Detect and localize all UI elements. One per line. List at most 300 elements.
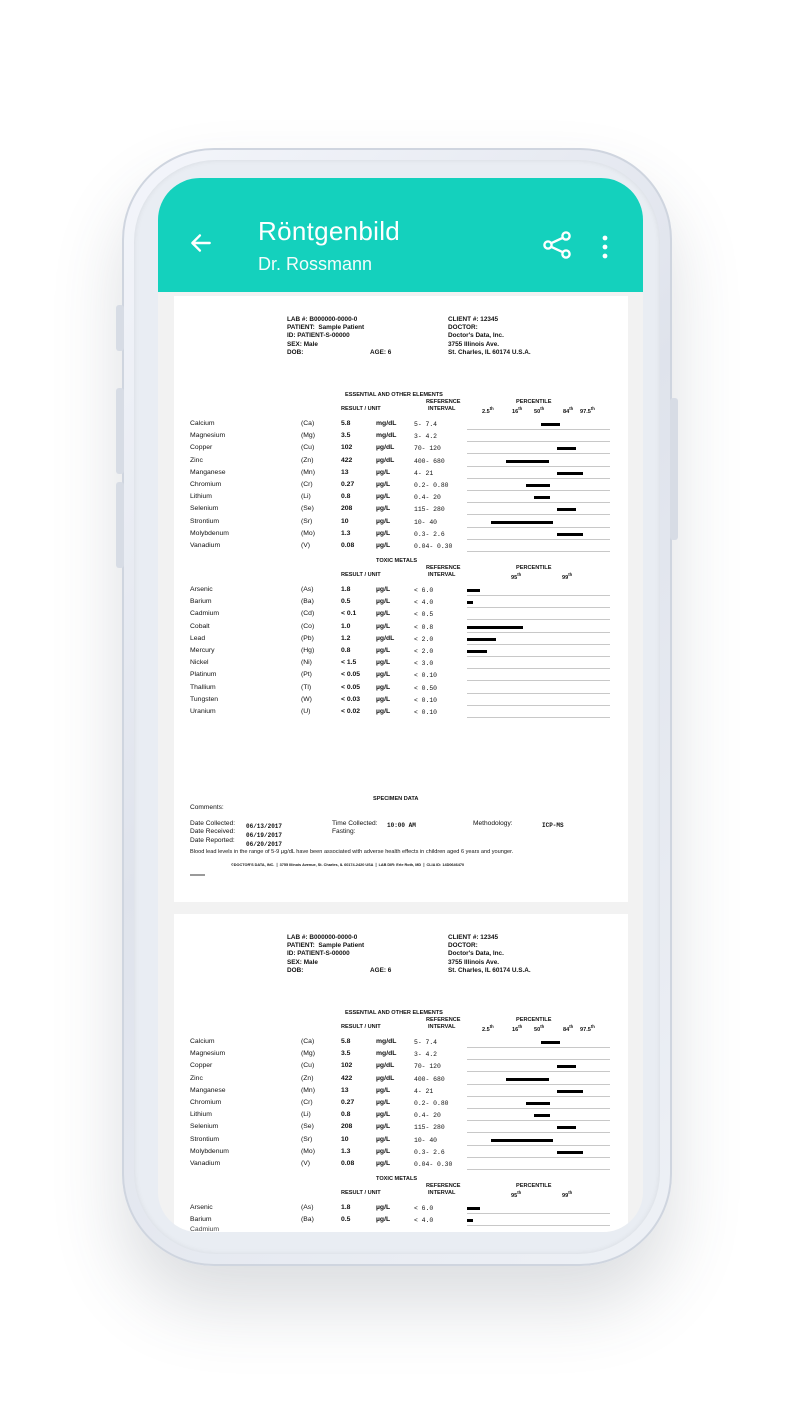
essential-row-value: 5.8 (341, 1038, 351, 1045)
essential-row-bar (557, 1151, 583, 1154)
essential-row-bar (557, 447, 576, 450)
essential-row-symbol: (Mn) (301, 1086, 315, 1094)
toxic-row-value: 1.2 (341, 634, 351, 642)
essential-row-gridline (467, 441, 610, 442)
essential-row-unit: µg/dL (376, 444, 395, 452)
toxic-row-name: Platinum (190, 671, 217, 679)
essential-row-symbol: (Se) (301, 1123, 314, 1131)
essential-row-symbol: (Zn) (301, 1074, 314, 1082)
essential-row-reference: 115- 280 (414, 506, 445, 514)
essential-row-name: Magnesium (190, 432, 226, 440)
toxic-row-name: Arsenic (190, 1204, 213, 1211)
toxic-row-reference: < 0.10 (414, 696, 438, 704)
date-reported-label: Date Reported: (190, 837, 235, 844)
toxic-row-unit: µg/L (376, 610, 391, 618)
essential-row-symbol: (Li) (301, 1111, 311, 1119)
toxic-row-gridline (467, 656, 610, 657)
toxic-row-symbol: (Pb) (301, 634, 314, 642)
toxic-row-bar (467, 638, 496, 641)
essential-row-gridline (467, 466, 610, 467)
essential-title: ESSENTIAL AND OTHER ELEMENTS (345, 392, 443, 398)
toxic-row-name: Cadmium (190, 610, 220, 618)
essential-row-reference: 0.4- 20 (414, 494, 441, 502)
reference-label: REFERENCE (426, 1017, 461, 1023)
essential-row-value: 0.8 (341, 1111, 351, 1119)
toxic-row-gridline (467, 717, 610, 718)
toxic-row-value: 1.8 (341, 586, 351, 593)
essential-row-name: Magnesium (190, 1050, 226, 1058)
essential-row-symbol: (Mn) (301, 468, 315, 476)
essential-row-gridline (467, 453, 610, 454)
toxic-row-gridline (467, 1225, 610, 1226)
essential-row-value: 1.3 (341, 1147, 351, 1155)
essential-row-bar (557, 1126, 576, 1129)
essential-row-value: 0.27 (341, 1099, 355, 1106)
toxic-percentile-label: PERCENTILE (516, 565, 552, 571)
toxic-row-value: < 0.05 (341, 683, 361, 691)
arrow-left-icon[interactable] (188, 230, 214, 256)
toxic-reference-label: REFERENCE (426, 1183, 461, 1189)
phone-volume-down-button (116, 482, 124, 568)
essential-row-bar (557, 1065, 576, 1068)
essential-row-name: Calcium (190, 420, 215, 427)
toxic-row-gridline (467, 1213, 610, 1214)
essential-row-symbol: (Ca) (301, 420, 315, 427)
percentile-tick-label: 50th (534, 1024, 545, 1033)
essential-row-symbol: (Ca) (301, 1038, 315, 1045)
toxic-title: TOXIC METALS (376, 1176, 418, 1182)
toxic-row-value: 0.8 (341, 647, 351, 654)
toxic-row-unit: µg/L (376, 598, 391, 606)
essential-row-bar (557, 508, 576, 511)
essential-row-value: 422 (341, 1074, 353, 1082)
essential-row-gridline (467, 514, 610, 515)
essential-row-gridline (467, 1169, 610, 1170)
toxic-row-symbol: (W) (301, 695, 312, 703)
toxic-row-unit: µg/L (376, 671, 391, 679)
essential-row-name: Vanadium (190, 542, 221, 549)
toxic-title: TOXIC METALS (376, 558, 418, 564)
essential-row-unit: µg/L (376, 517, 391, 525)
toxic-row-unit: µg/L (376, 708, 391, 715)
interval-label: INTERVAL (428, 1024, 456, 1030)
essential-row-unit: µg/L (376, 542, 391, 549)
essential-row-gridline (467, 1108, 610, 1109)
toxic-row-gridline (467, 632, 610, 633)
toxic-row-value: 1.8 (341, 1204, 351, 1211)
toxic-row-bar (467, 626, 523, 629)
percentile-tick-label: 95th (511, 1190, 522, 1199)
essential-row-unit: mg/dL (376, 420, 397, 427)
essential-row-unit: µg/L (376, 505, 391, 513)
essential-row-symbol: (Li) (301, 493, 311, 501)
toxic-row-bar (467, 1207, 480, 1210)
essential-row-reference: 4- 21 (414, 469, 434, 477)
app-bar (158, 178, 643, 292)
specimen-title: SPECIMEN DATA (373, 796, 419, 802)
essential-row-gridline (467, 478, 610, 479)
toxic-row-reference: < 6.0 (414, 1205, 434, 1212)
essential-row-gridline (467, 1120, 610, 1121)
toxic-row-unit: µg/L (376, 1216, 391, 1224)
toxic-row-reference: < 6.0 (414, 587, 434, 594)
essential-row-reference: 4- 21 (414, 1087, 434, 1095)
toxic-row-name: Lead (190, 634, 206, 642)
toxic-row-unit: µg/L (376, 647, 391, 654)
essential-row-value: 3.5 (341, 1050, 351, 1058)
toxic-row-symbol: (Pt) (301, 671, 312, 679)
toxic-row-value: < 0.05 (341, 671, 361, 679)
toxic-row-gridline (467, 693, 610, 694)
toxic-row-reference: < 0.10 (414, 672, 438, 680)
essential-row-value: 0.08 (341, 1160, 355, 1167)
percentile-tick-label: 50th (534, 406, 545, 415)
report-age: AGE: 6 (370, 967, 392, 974)
toxic-interval-label: INTERVAL (428, 1190, 456, 1196)
toxic-percentile-label: PERCENTILE (516, 1183, 552, 1189)
toxic-row-unit: µg/dL (376, 634, 395, 642)
essential-row-reference: 400- 680 (414, 1075, 445, 1083)
essential-row-gridline (467, 551, 610, 552)
percentile-tick-label: 16th (512, 406, 523, 415)
date-received-label: Date Received: (190, 828, 236, 835)
essential-row-symbol: (Sr) (301, 1135, 313, 1143)
percentile-tick-label: 99th (562, 1190, 573, 1199)
essential-row-value: 0.08 (341, 542, 355, 549)
percentile-tick-label: 16th (512, 1024, 523, 1033)
percentile-tick-label: 2.5th (482, 406, 494, 415)
percentile-tick-label: 95th (511, 572, 522, 581)
toxic-row-reference: < 0.8 (414, 623, 434, 631)
toxic-row-value: < 0.03 (341, 695, 361, 703)
toxic-row-unit: µg/L (376, 1204, 391, 1211)
essential-row-gridline (467, 527, 610, 528)
report-header-left: LAB #: B000000-0000-0 PATIENT: Sample Patient ID: PATIENT-S-00000 SEX: Male DOB: (287, 316, 365, 356)
toxic-row-value: < 0.1 (341, 610, 357, 618)
essential-row-unit: mg/dL (376, 432, 397, 440)
essential-row-symbol: (Cr) (301, 1099, 313, 1106)
toxic-row-value: < 0.02 (341, 708, 361, 715)
essential-row-unit: µg/L (376, 1086, 391, 1094)
percentile-tick-label: 97.5th (580, 406, 595, 415)
page-mark (190, 874, 205, 876)
toxic-row-symbol: (Ni) (301, 659, 312, 667)
toxic-result-unit-label: RESULT / UNIT (341, 572, 381, 578)
essential-row-gridline (467, 1132, 610, 1133)
essential-row-unit: µg/L (376, 493, 391, 501)
toxic-row-unit: µg/L (376, 586, 391, 593)
essential-row-unit: mg/dL (376, 1050, 397, 1058)
essential-row-reference: 400- 680 (414, 457, 445, 465)
toxic-row-gridline (467, 644, 610, 645)
essential-row-gridline (467, 490, 610, 491)
toxic-row-gridline (467, 680, 610, 681)
essential-row-bar (541, 423, 560, 426)
essential-row-name: Copper (190, 444, 213, 452)
essential-row-name: Molybdenum (190, 1147, 229, 1155)
essential-row-value: 13 (341, 468, 349, 476)
essential-row-value: 102 (341, 1062, 353, 1070)
percentile-tick-label: 97.5th (580, 1024, 595, 1033)
toxic-row-symbol: (Ba) (301, 598, 314, 606)
essential-row-bar (534, 1114, 550, 1117)
essential-row-gridline (467, 1145, 610, 1146)
essential-row-symbol: (Mo) (301, 1147, 315, 1155)
toxic-row-reference: < 2.0 (414, 635, 434, 643)
essential-row-value: 3.5 (341, 432, 351, 440)
methodology-value: ICP-MS (542, 822, 564, 829)
toxic-row-name: Arsenic (190, 586, 213, 593)
date-collected: 06/13/2017 (246, 823, 283, 830)
date-received: 06/19/2017 (246, 832, 283, 839)
toxic-row-value: < 1.5 (341, 659, 357, 667)
essential-row-name: Vanadium (190, 1160, 221, 1167)
essential-row-unit: µg/L (376, 1135, 391, 1143)
toxic-row-symbol: (Tl) (301, 683, 312, 691)
percentile-label: PERCENTILE (516, 1017, 552, 1023)
phone-screen (158, 178, 643, 1232)
essential-row-name: Calcium (190, 1038, 215, 1045)
toxic-row-gridline (467, 619, 610, 620)
essential-row-reference: 5- 7.4 (414, 1039, 438, 1046)
report-footer: ©DOCTOR'S DATA, INC. ❘ 3755 Illinois Avenue, St. Charles, IL 60174-2420 USA ❘ LAB DIR: Erle Roth, MD ❘ CLIA ID: 14D0646470 (231, 863, 465, 867)
toxic-row-symbol: (Co) (301, 622, 315, 630)
essential-row-gridline (467, 429, 610, 430)
lead-note: Blood lead levels in the range of 5-9 µg/dL have been associated with adverse health effects in children aged 6 years and younger. (190, 849, 514, 855)
toxic-row-unit: µg/L (376, 683, 391, 691)
essential-row-name: Strontium (190, 1135, 220, 1143)
toxic-row-symbol: (Cd) (301, 610, 315, 618)
percentile-label: PERCENTILE (516, 399, 552, 405)
toxic-result-unit-label: RESULT / UNIT (341, 1190, 381, 1196)
toxic-row-name: Nickel (190, 659, 209, 667)
essential-row-reference: 0.4- 20 (414, 1112, 441, 1120)
essential-row-unit: µg/L (376, 1111, 391, 1119)
toxic-row-name: Mercury (190, 647, 215, 654)
essential-row-gridline (467, 502, 610, 503)
toxic-row-gridline (467, 607, 610, 608)
toxic-row-reference: < 3.0 (414, 660, 434, 668)
essential-row-value: 102 (341, 444, 353, 452)
essential-row-reference: 70- 120 (414, 1063, 441, 1071)
essential-row-bar (526, 1102, 550, 1105)
result-unit-label: RESULT / UNIT (341, 406, 381, 412)
toxic-row-name: Barium (190, 1216, 212, 1224)
toxic-row-symbol: (As) (301, 1204, 314, 1211)
report-page-1 (174, 296, 628, 902)
toxic-row-symbol: (Hg) (301, 647, 315, 654)
date-collected-label: Date Collected: (190, 820, 236, 827)
essential-row-unit: µg/L (376, 1123, 391, 1131)
toxic-row-bar (467, 589, 480, 592)
essential-row-value: 10 (341, 517, 349, 525)
more-vertical-icon[interactable] (600, 234, 610, 260)
essential-row-gridline (467, 1084, 610, 1085)
essential-row-value: 10 (341, 1135, 349, 1143)
toxic-row-gridline (467, 668, 610, 669)
essential-row-reference: 0.04- 0.30 (414, 543, 453, 550)
report-header-right: CLIENT #: 12345 DOCTOR: Doctor's Data, Inc. 3755 Illinois Ave. St. Charles, IL 60174 U.S.A. (448, 934, 531, 974)
toxic-row-unit: µg/L (376, 695, 391, 703)
essential-row-name: Chromium (190, 1099, 222, 1106)
essential-row-symbol: (Se) (301, 505, 314, 513)
essential-row-value: 5.8 (341, 420, 351, 427)
toxic-row-name: Thallium (190, 683, 216, 691)
essential-row-name: Manganese (190, 1086, 226, 1094)
essential-row-value: 208 (341, 505, 353, 513)
essential-row-reference: 10- 40 (414, 518, 438, 526)
essential-row-unit: µg/L (376, 1160, 391, 1167)
toxic-row-value: 0.5 (341, 1216, 351, 1224)
phone-power-button (670, 398, 678, 540)
essential-row-gridline (467, 1071, 610, 1072)
toxic-row-gridline (467, 705, 610, 706)
essential-row-unit: µg/L (376, 529, 391, 537)
percentile-tick-label: 2.5th (482, 1024, 494, 1033)
essential-title: ESSENTIAL AND OTHER ELEMENTS (345, 1010, 443, 1016)
essential-row-value: 1.3 (341, 529, 351, 537)
reference-label: REFERENCE (426, 399, 461, 405)
toxic-row-unit: µg/L (376, 622, 391, 630)
essential-row-bar (557, 1090, 583, 1093)
toxic-row-value: 1.0 (341, 622, 351, 630)
report-header-left: LAB #: B000000-0000-0 PATIENT: Sample Patient ID: PATIENT-S-00000 SEX: Male DOB: (287, 934, 365, 974)
report-page-2 (174, 914, 628, 1232)
essential-row-name: Selenium (190, 505, 219, 513)
methodology-label: Methodology: (473, 820, 513, 827)
essential-row-symbol: (V) (301, 1160, 311, 1167)
essential-row-name: Strontium (190, 517, 220, 525)
essential-row-bar (557, 533, 583, 536)
page-subtitle: Dr. Rossmann (258, 254, 373, 274)
essential-row-bar (506, 1078, 549, 1081)
essential-row-name: Chromium (190, 481, 222, 488)
essential-row-bar (541, 1041, 560, 1044)
essential-row-name: Lithium (190, 1111, 212, 1119)
toxic-row-reference: < 4.0 (414, 1217, 434, 1225)
essential-row-unit: mg/dL (376, 1038, 397, 1045)
essential-row-reference: 0.3- 2.6 (414, 1148, 445, 1156)
toxic-row-reference: < 4.0 (414, 599, 434, 607)
essential-row-symbol: (Zn) (301, 456, 314, 464)
essential-row-bar (534, 496, 550, 499)
essential-row-reference: 0.2- 0.80 (414, 482, 449, 489)
essential-row-name: Lithium (190, 493, 212, 501)
date-reported: 06/20/2017 (246, 841, 283, 848)
percentile-tick-label: 84th (563, 1024, 574, 1033)
essential-row-reference: 3- 4.2 (414, 1051, 438, 1059)
essential-row-value: 0.8 (341, 493, 351, 501)
toxic-row-gridline (467, 595, 610, 596)
percentile-tick-label: 99th (562, 572, 573, 581)
essential-row-symbol: (Cu) (301, 444, 315, 452)
toxic-row-bar (467, 1219, 473, 1222)
essential-row-reference: 5- 7.4 (414, 421, 438, 428)
toxic-row-unit: µg/L (376, 659, 391, 667)
page-title: Röntgenbild (258, 216, 401, 246)
essential-row-symbol: (Mg) (301, 1050, 315, 1058)
toxic-interval-label: INTERVAL (428, 572, 456, 578)
time-collected-label: Time Collected: (332, 820, 378, 827)
essential-row-gridline (467, 1059, 610, 1060)
essential-row-symbol: (V) (301, 542, 311, 549)
comments-label: Comments: (190, 804, 224, 811)
result-unit-label: RESULT / UNIT (341, 1024, 381, 1030)
essential-row-gridline (467, 1047, 610, 1048)
essential-row-unit: µg/L (376, 1099, 391, 1106)
essential-row-name: Zinc (190, 456, 203, 464)
essential-row-symbol: (Cr) (301, 481, 313, 488)
toxic-row-symbol: (Ba) (301, 1216, 314, 1224)
report-header-right: CLIENT #: 12345 DOCTOR: Doctor's Data, Inc. 3755 Illinois Ave. St. Charles, IL 60174 U.S.A. (448, 316, 531, 356)
essential-row-unit: µg/L (376, 481, 391, 488)
toxic-reference-label: REFERENCE (426, 565, 461, 571)
essential-row-name: Manganese (190, 468, 226, 476)
toxic-row-symbol: (As) (301, 586, 314, 593)
essential-row-symbol: (Cu) (301, 1062, 315, 1070)
essential-row-reference: 0.2- 0.80 (414, 1100, 449, 1107)
toxic-row-reference: < 0.10 (414, 709, 438, 716)
toxic-row-value: 0.5 (341, 598, 351, 606)
essential-row-reference: 3- 4.2 (414, 433, 438, 441)
essential-row-name: Copper (190, 1062, 213, 1070)
share-icon[interactable] (542, 230, 572, 260)
essential-row-gridline (467, 1096, 610, 1097)
toxic-row-reference: < 2.0 (414, 648, 434, 655)
essential-row-name: Selenium (190, 1123, 219, 1131)
essential-row-unit: µg/dL (376, 1062, 395, 1070)
essential-row-unit: µg/L (376, 468, 391, 476)
toxic-row-name: Tungsten (190, 695, 219, 703)
essential-row-bar (491, 521, 552, 524)
phone-volume-up-button (116, 388, 124, 474)
essential-row-name: Zinc (190, 1074, 203, 1082)
essential-row-reference: 70- 120 (414, 445, 441, 453)
interval-label: INTERVAL (428, 406, 456, 412)
essential-row-symbol: (Mo) (301, 529, 315, 537)
essential-row-unit: µg/dL (376, 1074, 395, 1082)
partial-row-name: Cadmium (190, 1226, 220, 1232)
fasting-label: Fasting: (332, 828, 356, 835)
essential-row-reference: 10- 40 (414, 1136, 438, 1144)
essential-row-unit: µg/dL (376, 456, 395, 464)
toxic-row-reference: < 0.50 (414, 684, 438, 692)
essential-row-value: 13 (341, 1086, 349, 1094)
toxic-row-name: Uranium (190, 708, 216, 715)
essential-row-symbol: (Sr) (301, 517, 313, 525)
essential-row-reference: 115- 280 (414, 1124, 445, 1132)
report-age: AGE: 6 (370, 349, 392, 356)
toxic-row-bar (467, 650, 487, 653)
toxic-row-reference: < 0.5 (414, 611, 434, 619)
essential-row-gridline (467, 539, 610, 540)
essential-row-gridline (467, 1157, 610, 1158)
essential-row-unit: µg/L (376, 1147, 391, 1155)
essential-row-value: 208 (341, 1123, 353, 1131)
essential-row-reference: 0.3- 2.6 (414, 530, 445, 538)
toxic-row-name: Cobalt (190, 622, 210, 630)
toxic-row-name: Barium (190, 598, 212, 606)
essential-row-reference: 0.04- 0.30 (414, 1161, 453, 1168)
time-collected: 10:00 AM (387, 822, 416, 829)
essential-row-symbol: (Mg) (301, 432, 315, 440)
essential-row-bar (557, 472, 583, 475)
phone-side-button (116, 305, 124, 351)
essential-row-bar (526, 484, 550, 487)
percentile-tick-label: 84th (563, 406, 574, 415)
toxic-row-bar (467, 601, 473, 604)
essential-row-bar (506, 460, 549, 463)
